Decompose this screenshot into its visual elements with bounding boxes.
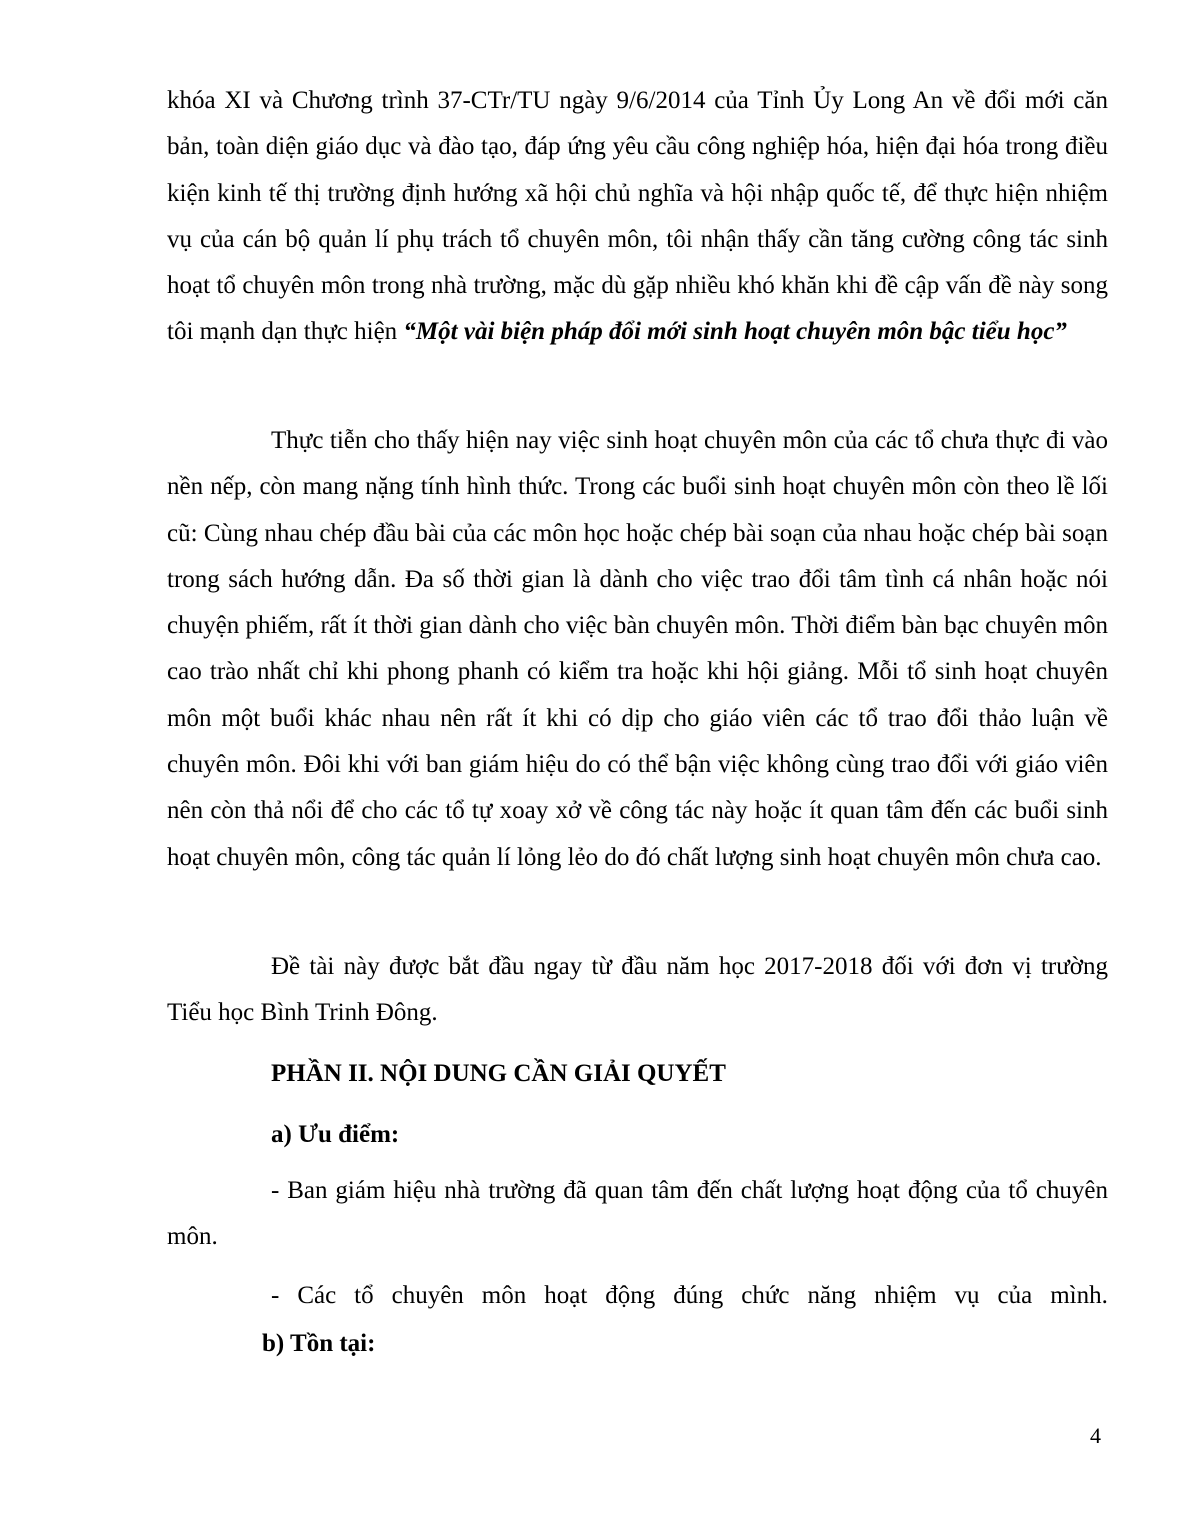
subheading-advantages: a) Ưu điểm:	[271, 1121, 400, 1148]
advantage-item-2-word: Các	[297, 1282, 337, 1309]
advantage-item-2-word: chức	[741, 1282, 790, 1309]
advantage-item-2-word: của	[997, 1282, 1033, 1309]
advantage-item-2-word: môn	[481, 1282, 527, 1309]
advantage-item-2-word: hoạt	[544, 1282, 588, 1309]
paragraph-reality: Thực tiễn cho thấy hiện nay việc sinh hoạt chuyên môn của các tổ chưa thực đi vào nền nếp, còn mang nặng tính hình thức. Trong các buổi sinh hoạt chuyên môn còn theo lề lối cũ: Cùng nhau chép đầu bài của các môn học hoặc chép bài soạn của nhau hoặc chép bài soạn trong sách hướng dẫn. Đa số thời gian là dành cho việc trao đổi tâm tình cá nhân hoặc nói chuyện phiếm, rất ít thời gian dành cho việc bàn chuyên môn. Thời điểm bàn bạc chuyên môn cao trào nhất chỉ khi phong phanh có kiểm tra hoặc khi hội giảng. Mỗi tổ sinh hoạt chuyên môn một buổi khác nhau nên rất ít khi có dịp cho giáo viên các tổ trao đổi thảo luận về chuyên môn. Đôi khi với ban giám hiệu do có thể bận việc không cùng trao đổi với giáo viên nên còn thả nổi để cho các tổ tự xoay xở về công tác này hoặc ít quan tâm đến các buổi sinh hoạt chuyên môn, công tác quản lí lỏng lẻo do đó chất lượng sinh hoạt chuyên môn chưa cao.	[167, 427, 1108, 871]
advantage-item-2-word: mình.	[1050, 1282, 1108, 1309]
advantage-item-2-word: nhiệm	[874, 1282, 937, 1309]
section-heading-part-2: PHẦN II. NỘI DUNG CẦN GIẢI QUYẾT	[271, 1060, 726, 1087]
subheading-shortcomings: b) Tồn tại:	[262, 1330, 376, 1357]
paragraph-intro-text: khóa XI và Chương trình 37-CTr/TU ngày 9/6/2014 của Tỉnh Ủy Long An về đổi mới căn bản, toàn diện giáo dục và đào tạo, đáp ứng yêu cầu công nghiệp hóa, hiện đại hóa trong điều kiện kinh tế thị trường định hướng xã hội chủ nghĩa và hội nhập quốc tế, để thực hiện nhiệm vụ của cán bộ quản lí phụ trách tổ chuyên môn, tôi nhận thấy cần tăng cường công tác sinh hoạt tổ chuyên môn trong nhà trường, mặc dù gặp nhiều khó khăn khi đề cập vấn đề này song tôi mạnh dạn thực hiện	[167, 87, 1108, 346]
advantage-item-2-word: vụ	[954, 1282, 980, 1309]
initiative-title: “Một vài biện pháp đổi mới sinh hoạt chuyên môn bậc tiểu học”	[403, 318, 1067, 346]
advantage-item-2-word: -	[271, 1282, 280, 1309]
advantage-item-2-word: đúng	[673, 1282, 724, 1309]
paragraph-intro	[167, 78, 1108, 356]
page-number: 4	[1090, 1423, 1101, 1448]
advantage-item-2-word: năng	[807, 1282, 857, 1309]
advantage-item-2-word: tổ	[354, 1282, 374, 1309]
advantage-item-1: - Ban giám hiệu nhà trường đã quan tâm đến chất lượng hoạt động của tổ chuyên môn.	[167, 1177, 1108, 1251]
advantage-item-2-word: động	[605, 1282, 656, 1309]
advantage-item-2	[271, 1273, 1108, 1319]
paragraph-scope: Đề tài này được bắt đầu ngay từ đầu năm học 2017-2018 đối với đơn vị trường Tiểu học Bình Trinh Đông.	[167, 953, 1108, 1027]
advantage-item-2-word: chuyên	[391, 1282, 464, 1309]
